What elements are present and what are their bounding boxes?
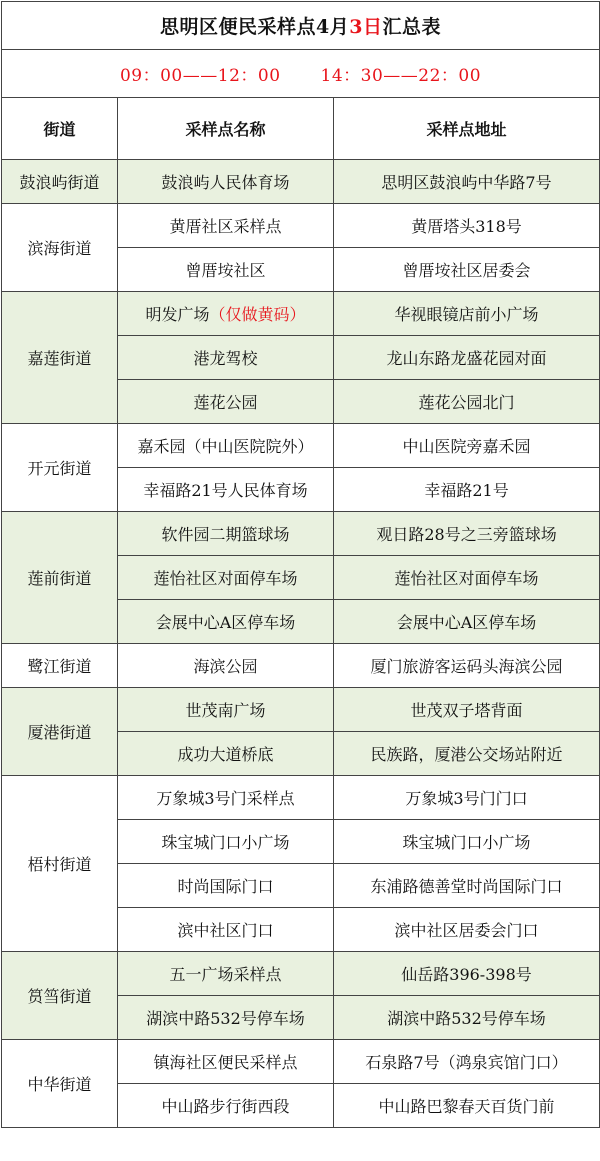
site-name: 明发广场 [145,305,210,324]
site-address-cell: 莲花公园北门 [334,380,600,424]
site-name-cell [118,1084,334,1128]
site-name-cell [118,1040,334,1084]
title-prefix: 思明区便民采样点4月 [160,16,350,38]
site-address-cell: 世茂双子塔背面 [334,688,600,732]
street-cell: 筼筜街道 [2,952,118,1040]
site-name-cell [118,996,334,1040]
site-address-cell: 会展中心A区停车场 [334,600,600,644]
site-name-cell [118,600,334,644]
site-name: 黄厝社区采样点 [169,217,282,236]
street-cell: 中华街道 [2,1040,118,1128]
site-address-cell: 万象城3号门门口 [334,776,600,820]
site-name-cell [118,732,334,776]
site-address-cell: 中山路巴黎春天百货门前 [334,1084,600,1128]
site-name-cell [118,160,334,204]
site-address-cell: 思明区鼓浪屿中华路7号 [334,160,600,204]
street-cell: 莲前街道 [2,512,118,644]
site-name-cell [118,820,334,864]
table-row [2,424,600,468]
site-address-cell: 黄厝塔头318号 [334,204,600,248]
site-name: 莲怡社区对面停车场 [153,569,298,588]
street-cell: 开元街道 [2,424,118,512]
column-header-site-name: 采样点名称 [118,98,334,160]
table-title [2,2,600,50]
site-name: 莲花公园 [193,393,258,412]
street-cell: 鼓浪屿街道 [2,160,118,204]
site-address-cell: 观日路28号之三旁篮球场 [334,512,600,556]
sampling-sites-table [1,1,600,1128]
site-name-cell [118,864,334,908]
site-name-cell [118,688,334,732]
street-cell: 厦港街道 [2,688,118,776]
table-row [2,1040,600,1084]
site-name: 会展中心A区停车场 [155,613,296,632]
site-name-cell [118,776,334,820]
table-row [2,512,600,556]
site-name-cell [118,380,334,424]
site-name-cell [118,336,334,380]
site-name: 曾厝垵社区 [185,261,266,280]
site-address-cell: 石泉路7号（鸿泉宾馆门口） [334,1040,600,1084]
site-address-cell: 厦门旅游客运码头海滨公园 [334,644,600,688]
street-cell: 梧村街道 [2,776,118,952]
site-name: 嘉禾园（中山医院院外） [137,437,314,456]
site-name: 五一广场采样点 [169,965,282,984]
site-name-cell [118,952,334,996]
service-hours [2,50,600,98]
site-name-cell [118,424,334,468]
site-address-cell: 东浦路德善堂时尚国际门口 [334,864,600,908]
evening-hours: 14：30——22：00 [320,66,482,86]
site-address-cell: 仙岳路396-398号 [334,952,600,996]
title-day: 3日 [349,16,383,38]
street-cell: 嘉莲街道 [2,292,118,424]
site-address-cell: 莲怡社区对面停车场 [334,556,600,600]
site-address-cell: 幸福路21号 [334,468,600,512]
site-name-cell [118,644,334,688]
site-name: 海滨公园 [193,657,258,676]
site-name: 时尚国际门口 [177,877,274,896]
site-name-cell [118,468,334,512]
header-row [2,98,600,160]
morning-hours: 09：00——12：00 [119,66,281,86]
site-name: 软件园二期篮球场 [161,525,290,544]
site-name: 港龙驾校 [193,349,258,368]
site-address-cell: 湖滨中路532号停车场 [334,996,600,1040]
table-row [2,776,600,820]
site-name: 幸福路21号人民体育场 [143,481,308,500]
site-note: （仅做黄码） [209,305,306,324]
site-name: 湖滨中路532号停车场 [146,1009,305,1028]
site-name-cell [118,908,334,952]
table-row [2,952,600,996]
site-name-cell [118,248,334,292]
street-cell: 鹭江街道 [2,644,118,688]
table-row [2,688,600,732]
site-name-cell [118,556,334,600]
site-address-cell: 民族路，厦港公交场站附近 [334,732,600,776]
table-row [2,644,600,688]
site-name: 滨中社区门口 [177,921,274,940]
site-address-cell: 中山医院旁嘉禾园 [334,424,600,468]
site-name: 珠宝城门口小广场 [161,833,290,852]
street-cell: 滨海街道 [2,204,118,292]
site-address-cell: 曾厝垵社区居委会 [334,248,600,292]
site-name-cell [118,512,334,556]
site-name: 镇海社区便民采样点 [153,1053,298,1072]
column-header-street: 街道 [2,98,118,160]
site-address-cell: 滨中社区居委会门口 [334,908,600,952]
site-name: 中山路步行街西段 [161,1097,290,1116]
site-address-cell: 龙山东路龙盛花园对面 [334,336,600,380]
title-suffix: 汇总表 [382,16,441,38]
site-address-cell: 珠宝城门口小广场 [334,820,600,864]
site-name: 鼓浪屿人民体育场 [161,173,290,192]
site-name: 成功大道桥底 [177,745,274,764]
table-row [2,204,600,248]
table-row [2,292,600,336]
site-name: 世茂南广场 [185,701,266,720]
site-name-cell [118,204,334,248]
column-header-site-address: 采样点地址 [334,98,600,160]
site-name-cell [118,292,334,336]
site-address-cell: 华视眼镜店前小广场 [334,292,600,336]
table-row [2,160,600,204]
site-name: 万象城3号门采样点 [156,789,295,808]
